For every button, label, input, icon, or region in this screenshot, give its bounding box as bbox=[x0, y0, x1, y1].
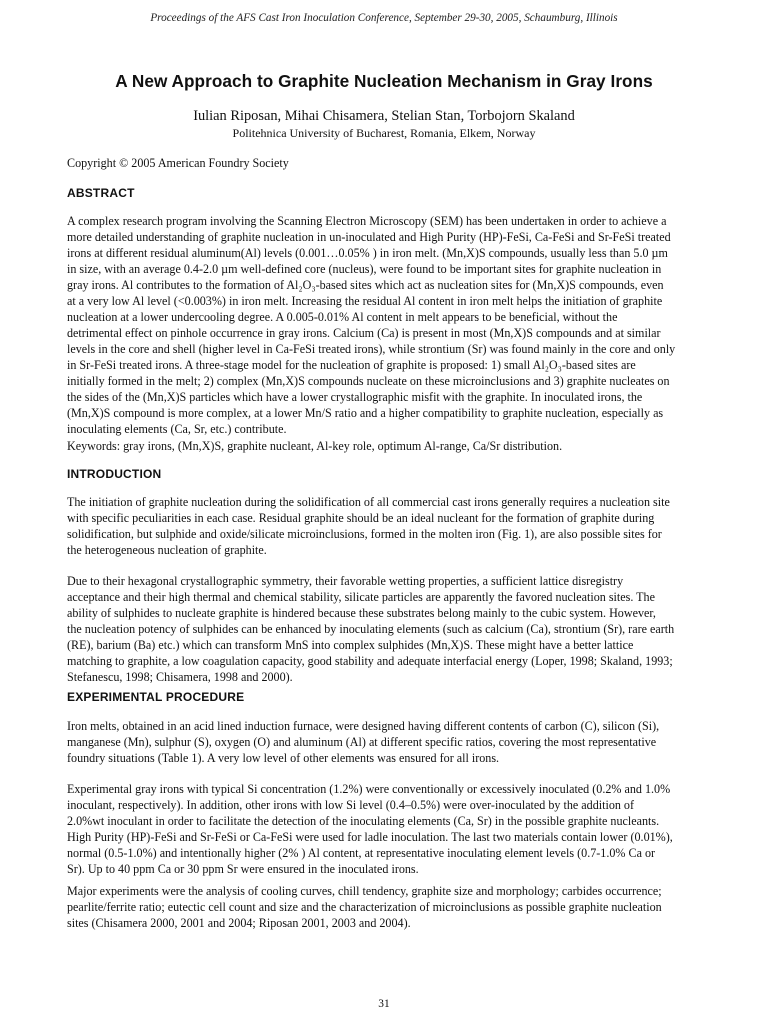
text-line: matching to graphite, a low coagulation capacity, good stability and adequate interfacial energy (Loper, 1998; Skaland, 1993; bbox=[67, 654, 673, 668]
text-line: Sr). Up to 40 ppm Ca or 30 ppm Sr were ensured in the inoculated irons. bbox=[67, 862, 419, 876]
text-line: The initiation of graphite nucleation during the solidification of all commercial cast irons generally requires a nucleation site bbox=[67, 495, 670, 509]
text-line: (RE), barium (Ba) etc.) which can transform MnS into complex sulphides (Mn,X)S. These might have a better lattice bbox=[67, 638, 634, 652]
text-line: Iron melts, obtained in an acid lined induction furnace, were designed having different contents of carbon (C), silicon (Si), bbox=[67, 719, 660, 733]
text-line: in size, with an average 0.4-2.0 µm well-defined core (nucleus), were found to be important sites for graphite nucleation in bbox=[67, 262, 662, 276]
text-line: with specific peculiarities in each case. Residual graphite should be an ideal nucleant for the formation of graphite during bbox=[67, 511, 655, 525]
page-number: 31 bbox=[378, 998, 390, 1010]
running-head: Proceedings of the AFS Cast Iron Inoculation Conference, September 29-30, 2005, Schaumburg, Illinois bbox=[150, 12, 618, 24]
text-line: 2.0%wt inoculant in order to facilitate the detection of the inoculating elements (Ca, Sr) in the possible graphite nucleants. bbox=[67, 814, 660, 828]
text-line: foundry situations (Table 1). A very low level of other elements was ensured for all irons. bbox=[67, 751, 500, 765]
experimental-paragraph-2 bbox=[67, 781, 707, 877]
text-line: Due to their hexagonal crystallographic symmetry, their favorable wetting properties, a sufficient lattice disregistry bbox=[67, 574, 624, 588]
text-line: pearlite/ferrite ratio; eutectic cell count and size and the characterization of microinclusions as possible graphite nucleation bbox=[67, 900, 662, 914]
abstract-body bbox=[67, 213, 707, 437]
experimental-heading: EXPERIMENTAL PROCEDURE bbox=[67, 690, 245, 704]
text-line: High Purity (HP)-FeSi and Sr-FeSi or Ca-FeSi were used for ladle inoculation. The last two materials contain lower (0.01%), bbox=[67, 830, 673, 844]
text-line: initially formed in the melt; 2) complex (Mn,X)S compounds nucleate on these microinclusions and 3) graphite nucleates on bbox=[67, 374, 670, 388]
text-line: normal (0.5-1.0%) and intentionally higher (2% ) Al content, at representative inoculating element levels (0.7-1.0% Ca or bbox=[67, 846, 656, 860]
author-list: Iulian Riposan, Mihai Chisamera, Stelian Stan, Torbojorn Skaland bbox=[193, 108, 575, 124]
text-line: the heterogeneous nucleation of graphite. bbox=[67, 543, 267, 557]
experimental-paragraph-3 bbox=[67, 883, 707, 931]
text-line: at a very low Al level (<0.003%) in iron melt. Increasing the residual Al content in iron melt helps the initiation of graphite bbox=[67, 294, 663, 308]
introduction-paragraph-1 bbox=[67, 494, 707, 558]
text-line: acceptance and their high thermal and chemical stability, silicate particles are apparently the favored nucleation sites. The bbox=[67, 590, 655, 604]
text-line: Major experiments were the analysis of cooling curves, chill tendency, graphite size and morphology; carbides occurrence; bbox=[67, 884, 662, 898]
text-line: A complex research program involving the Scanning Electron Microscopy (SEM) has been undertaken in order to achieve a bbox=[67, 214, 667, 228]
text-line: gray irons. Al contributes to the formation of Al₂O₃-based sites which act as nucleation sites for (Mn,X)S compounds, even bbox=[67, 278, 664, 292]
text-line: in Sr-FeSi treated irons. A three-stage model for the nucleation of graphite is proposed: 1) small Al₂O₃-based sites are bbox=[67, 358, 636, 372]
text-line: solidification, but sulphide and oxide/silicate microinclusions, formed in the molten iron (Fig. 1), are also possible sites for bbox=[67, 527, 662, 541]
text-line: irons at different residual aluminum(Al) levels (0.001…0.05% ) in iron melt. (Mn,X)S compounds, usually less than 5.0 µm bbox=[67, 246, 668, 260]
text-line: Stefanescu, 1998; Chisamera, 1998 and 2000). bbox=[67, 670, 293, 684]
text-line: more detailed understanding of graphite nucleation in un-inoculated and High Purity (HP)-FeSi, Ca-FeSi and Sr-FeSi treated bbox=[67, 230, 671, 244]
text-line: manganese (Mn), sulphur (S), oxygen (O) and aluminum (Al) at different specific ratios, covering the most representative bbox=[67, 735, 657, 749]
introduction-heading: INTRODUCTION bbox=[67, 467, 162, 481]
keywords: Keywords: gray irons, (Mn,X)S, graphite nucleant, Al-key role, optimum Al-range, Ca/Sr distribution. bbox=[67, 439, 563, 453]
text-line: levels in the core and shell (higher level in Ca-FeSi treated irons), while strontium (Sr) was found mainly in the core and only bbox=[67, 342, 676, 356]
text-line: sites (Chisamera 2000, 2001 and 2004; Riposan 2001, 2003 and 2004). bbox=[67, 916, 411, 930]
text-line: nucleation at a lower undercooling degree. A 0.005-0.01% Al content in melt appears to be beneficial, without the bbox=[67, 310, 618, 324]
abstract-heading: ABSTRACT bbox=[67, 186, 135, 200]
text-line: inoculant, respectively). In addition, other irons with low Si level (0.4–0.5%) were over-inoculated by the addition of bbox=[67, 798, 635, 812]
affiliation: Politehnica University of Bucharest, Romania, Elkem, Norway bbox=[232, 126, 536, 140]
text-line: the nucleation potency of sulphides can be enhanced by inoculating elements (such as calcium (Ca), strontium (Sr), rare earth bbox=[67, 622, 675, 636]
paper-title: A New Approach to Graphite Nucleation Mechanism in Gray Irons bbox=[115, 71, 653, 91]
text-line: detrimental effect on pinhole occurrence in gray irons. Calcium (Ca) is present in most (Mn,X)S compounds and at similar bbox=[67, 326, 661, 340]
text-line: (Mn,X)S compound is more complex, at a lower Mn/S ratio and a higher compatibility to graphite nucleation, especially as bbox=[67, 406, 664, 420]
introduction-paragraph-2 bbox=[67, 573, 707, 685]
text-line: ability of sulphides to nucleate graphite is hindered because these substrates belong mainly to the cubic system. However, bbox=[67, 606, 656, 620]
text-line: Experimental gray irons with typical Si concentration (1.2%) were conventionally or excessively inoculated (0.2% and 1.0% bbox=[67, 782, 671, 796]
text-line: inoculating elements (Ca, Sr, etc.) contribute. bbox=[67, 422, 287, 436]
experimental-paragraph-1 bbox=[67, 718, 707, 766]
copyright-notice: Copyright © 2005 American Foundry Society bbox=[67, 156, 289, 170]
text-line: the sides of the (Mn,X)S particles which have a lower crystallographic misfit with the graphite. In inoculated irons, the bbox=[67, 390, 643, 404]
